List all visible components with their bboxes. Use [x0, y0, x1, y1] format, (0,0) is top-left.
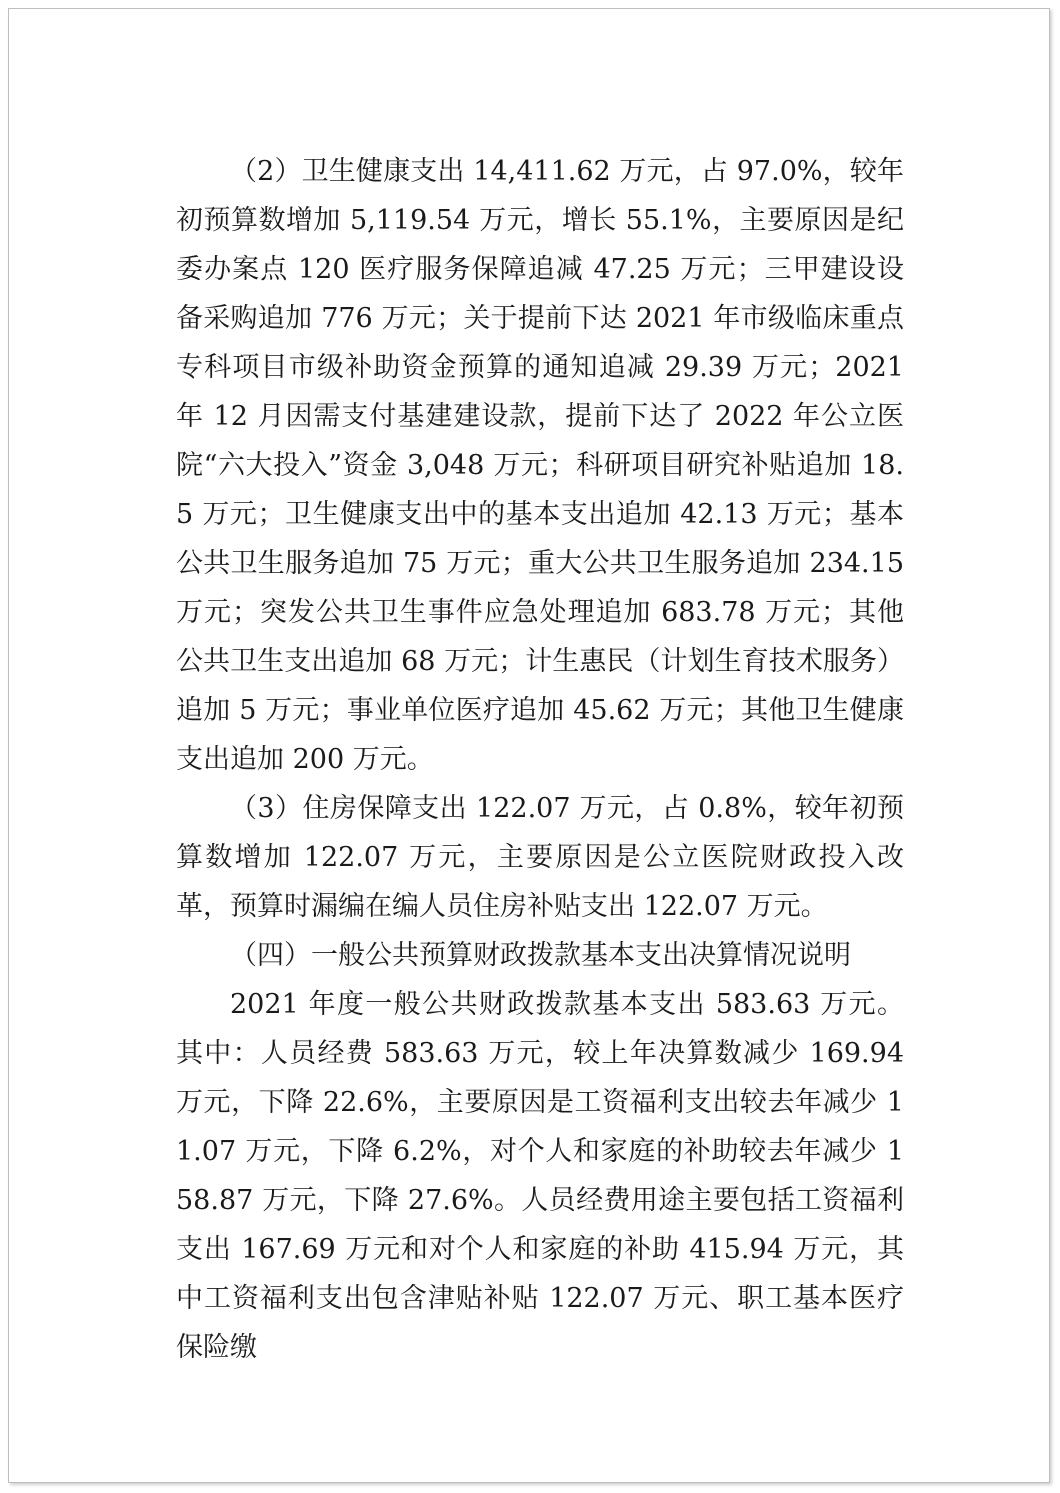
section-heading-basic-expenditure: （四）一般公共预算财政拨款基本支出决算情况说明 — [230, 940, 851, 971]
document-body — [176, 147, 904, 1372]
paragraph-housing-expenditure: （3）住房保障支出 122.07 万元，占 0.8%，较年初预算数增加 122.07 万元，主要原因是公立医院财政投入改革，预算时漏编在编人员住房补贴支出 122.07 万元。 — [176, 793, 904, 922]
document-page — [8, 8, 1050, 1483]
paragraph-basic-expenditure: 2021 年度一般公共财政拨款基本支出 583.63 万元。其中：人员经费 583.63 万元，较上年决算数减少 169.94 万元，下降 22.6%，主要原因是工资福利支出较去年减少 11.07 万元，下降 6.2%，对个人和家庭的补助较去年减少 158.87 万元，下降 27.6%。人员经费用途主要包括工资福利支出 167.69 万元和对个人和家庭的补助 415.94 万元，其中工资福利支出包含津贴补贴 122.07 万元、职工基本医疗保险缴 — [176, 989, 904, 1363]
paragraph-health-expenditure: （2）卫生健康支出 14,411.62 万元，占 97.0%，较年初预算数增加 5,119.54 万元，增长 55.1%，主要原因是纪委办案点 120 医疗服务保障追减 47.25 万元；三甲建设设备采购追加 776 万元；关于提前下达 2021 年市级临床重点专科项目市级补助资金预算的通知追减 29.39 万元；2021 年 12 月因需支付基建建设款，提前下达了 2022 年公立医院“六大投入”资金 3,048 万元；科研项目研究补贴追加 18.5 万元；卫生健康支出中的基本支出追加 42.13 万元；基本公共卫生服务追加 75 万元；重大公共卫生服务追加 234.15 万元；突发公共卫生事件应急处理追加 683.78 万元；其他公共卫生支出追加 68 万元；计生惠民（计划生育技术服务）追加 5 万元；事业单位医疗追加 45.62 万元；其他卫生健康支出追加 200 万元。 — [176, 156, 904, 775]
